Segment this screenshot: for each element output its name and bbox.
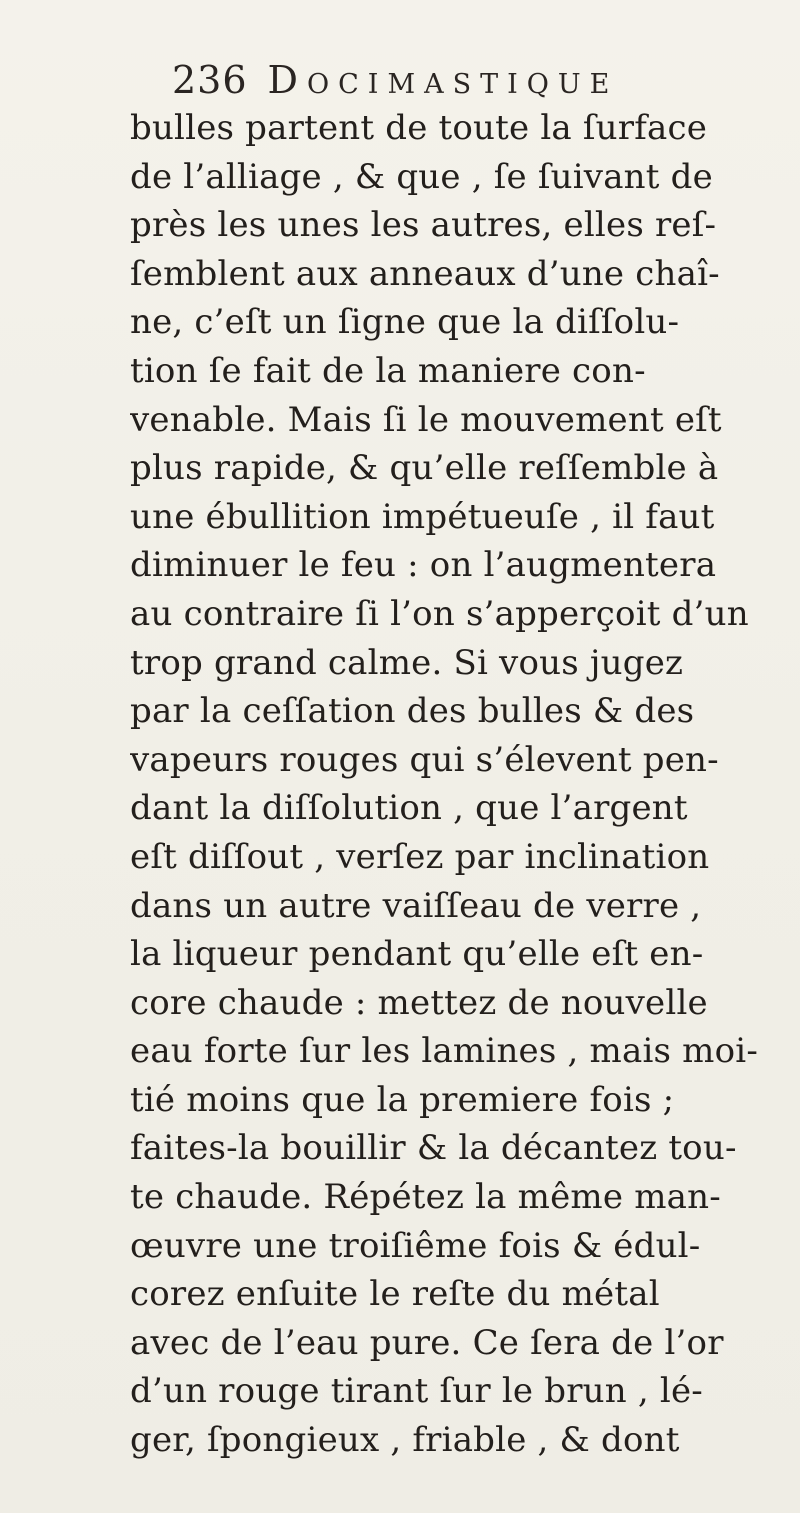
text-line: corez enſuite le reſte du métal (130, 1274, 660, 1315)
page-header (172, 58, 618, 106)
text-line: eau forte ſur les lamines , mais moi- (130, 1031, 759, 1072)
text-line: près les unes les autres, elles reſ- (130, 205, 717, 246)
text-line: au contraire ſi l’on s’apperçoit d’un (130, 593, 749, 634)
text-line: d’un rouge tirant ſur le brun , lé- (130, 1371, 703, 1412)
text-line: plus rapide, & qu’elle reſſemble à (130, 448, 719, 489)
text-line: ger, ſpongieux , friable , & dont (130, 1420, 680, 1461)
text-line: venable. Mais ſi le mouvement eſt (130, 399, 722, 440)
text-line: avec de l’eau pure. Ce ſera de l’or (130, 1322, 724, 1363)
text-line: ne, c’eſt un ſigne que la diſſolu- (130, 302, 680, 343)
text-line: diminuer le feu : on l’augmentera (130, 545, 717, 586)
text-line: dant la diſſolution , que l’argent (130, 788, 688, 829)
page-number: 236 (172, 58, 248, 102)
text-line: eſt diſſout , verſez par inclination (130, 836, 710, 877)
text-line: faites-la bouillir & la décantez tou- (130, 1128, 737, 1169)
text-line: une ébullition impétueuſe , il faut (130, 496, 715, 537)
text-line: bulles partent de toute la ſurface (130, 108, 708, 148)
text-line: core chaude : mettez de nouvelle (130, 982, 708, 1023)
text-line: tion ſe fait de la maniere con- (130, 350, 646, 391)
body-text (130, 104, 770, 1465)
text-line: ſemblent aux anneaux d’une chaî- (130, 253, 720, 294)
text-line: te chaude. Répétez la même man- (130, 1177, 721, 1218)
text-line: trop grand calme. Si vous jugez (130, 642, 684, 683)
text-line: tié moins que la premiere fois ; (130, 1079, 675, 1120)
text-line: œuvre une troiſiême fois & édul- (130, 1225, 701, 1266)
text-line: la liqueur pendant qu’elle eſt en- (130, 934, 704, 975)
text-line: de l’alliage , & que , ſe ſuivant de (130, 156, 713, 197)
text-line: vapeurs rouges qui s’élevent pen- (130, 739, 719, 780)
text-line: dans un autre vaiſſeau de verre , (130, 885, 702, 926)
running-title: Docimastique (267, 58, 619, 102)
text-line: par la ceſſation des bulles & des (130, 691, 695, 732)
